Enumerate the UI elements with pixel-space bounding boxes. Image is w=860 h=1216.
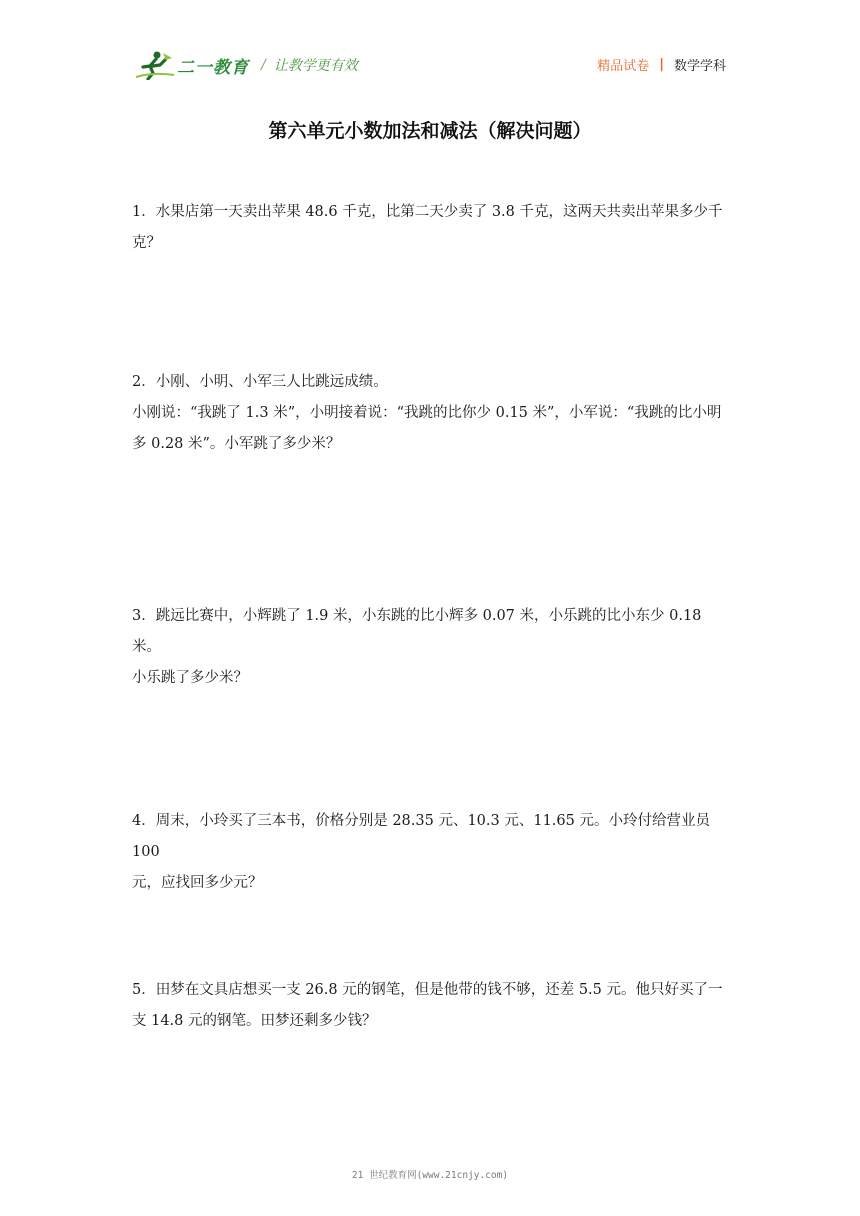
question-3 xyxy=(132,601,730,694)
tag-premium: 精品试卷 xyxy=(597,59,650,74)
question-5 xyxy=(132,975,730,1037)
question-1 xyxy=(132,197,730,259)
question-line: 3．跳远比赛中，小辉跳了 1.9 米，小东跳的比小辉多 0.07 米，小乐跳的比小东少 0.18 米。 xyxy=(132,608,702,655)
question-line: 小刚说：“我跳了 1.3 米”，小明接着说：“我跳的比你少 0.15 米”，小军说：“我跳的比小明 xyxy=(132,405,722,421)
question-line: 支 14.8 元的钢笔。田梦还剩多少钱？ xyxy=(132,1013,377,1029)
header-tags xyxy=(597,55,726,74)
tag-divider: | xyxy=(659,57,664,72)
page-title: 第六单元小数加法和减法（解决问题） xyxy=(268,120,592,142)
question-line: 1．水果店第一天卖出苹果 48.6 千克，比第二天少卖了 3.8 千克，这两天共卖出苹果多少千 xyxy=(132,204,723,220)
question-line: 多 0.28 米”。小军跳了多少米？ xyxy=(132,436,341,452)
runner-logo-icon xyxy=(135,50,175,80)
question-line: 2．小刚、小明、小军三人比跳远成绩。 xyxy=(132,374,388,390)
question-line: 克？ xyxy=(132,235,161,251)
page-footer: 21 世纪教育网(www.21cnjy.com) xyxy=(351,1170,509,1181)
logo xyxy=(135,50,358,80)
page-header xyxy=(0,0,860,90)
logo-slogan: 让教学更有效 xyxy=(273,58,358,74)
question-line: 5．田梦在文具店想买一支 26.8 元的钢笔，但是他带的钱不够，还差 5.5 元。他只好买了一 xyxy=(132,982,723,998)
question-line: 元，应找回多少元？ xyxy=(132,875,263,891)
question-4 xyxy=(132,806,730,899)
question-line: 4．周末，小玲买了三本书，价格分别是 28.35 元、10.3 元、11.65 元。小玲付给营业员 100 xyxy=(132,813,710,860)
logo-slash: / xyxy=(261,57,266,73)
question-line: 小乐跳了多少米？ xyxy=(132,670,248,686)
tag-subject: 数学学科 xyxy=(673,59,726,74)
question-2 xyxy=(132,367,730,460)
logo-name: 二一教育 xyxy=(177,57,249,78)
